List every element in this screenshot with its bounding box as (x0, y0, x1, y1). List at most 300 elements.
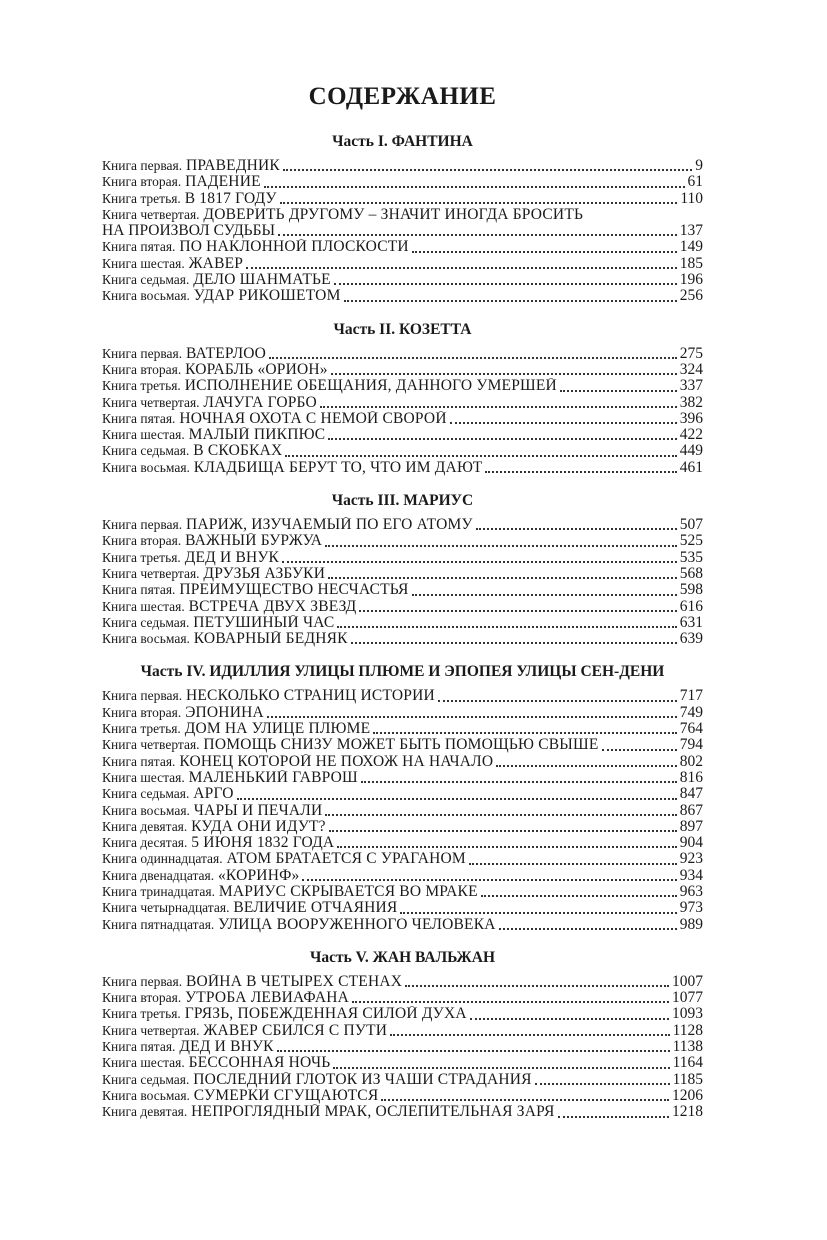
book-title: КЛАДБИЩА БЕРУТ ТО, ЧТО ИМ ДАЮТ (193, 459, 483, 476)
page-number: 989 (679, 915, 703, 933)
dot-leader (412, 250, 677, 253)
page-number: 256 (679, 287, 703, 305)
page-number: 867 (679, 801, 703, 819)
book-number: Книга четвертая. (102, 394, 200, 410)
page-number: 1206 (672, 1086, 703, 1104)
dot-leader (560, 389, 677, 392)
entry-label (102, 737, 599, 753)
page-number: 897 (679, 817, 703, 835)
book-title: ВСТРЕЧА ДВУХ ЗВЕЗД (188, 598, 357, 615)
book-title: ВЕЛИЧИЕ ОТЧАЯНИЯ (233, 900, 398, 917)
page-number: 507 (679, 516, 703, 534)
toc-entry (102, 288, 703, 304)
book-title: УЛИЦА ВООРУЖЕННОГО ЧЕЛОВЕКА (218, 916, 496, 933)
book-title: ПАДЕНИЕ (185, 174, 261, 191)
book-number: Книга первая. (102, 158, 183, 173)
book-number: Книга вторая. (102, 704, 182, 720)
toc-part (102, 948, 703, 1121)
entry-label (102, 1055, 330, 1071)
toc-entry (102, 737, 703, 753)
toc-entry (102, 362, 703, 378)
entry-label (102, 174, 261, 190)
page-number: 382 (679, 393, 703, 411)
dot-leader (237, 797, 677, 800)
page-number: 275 (679, 344, 703, 362)
page-number: 1077 (672, 989, 703, 1007)
book-number: Книга шестая. (102, 1055, 185, 1071)
page-number: 923 (679, 850, 703, 868)
dot-leader (351, 641, 677, 644)
toc-entry (102, 990, 703, 1006)
entry-label (102, 378, 557, 394)
book-number: Книга третья. (102, 378, 181, 394)
page-number: 324 (679, 360, 703, 378)
book-number: Книга двенадцатая. (102, 867, 215, 883)
entry-label (102, 517, 473, 533)
entry-continuation (102, 223, 703, 239)
dot-leader (476, 527, 677, 530)
dot-leader (344, 299, 677, 302)
page-number: 816 (679, 768, 703, 786)
toc-entry (102, 1055, 703, 1071)
dot-leader (331, 372, 677, 375)
dot-leader (499, 927, 677, 930)
book-number: Книга третья. (102, 1006, 181, 1022)
book-number: Книга седьмая. (102, 786, 190, 802)
dot-leader (469, 862, 677, 865)
book-title: ЖАВЕР (188, 255, 244, 272)
toc-entry (102, 770, 703, 786)
book-number: Книга четвертая. (102, 737, 200, 753)
toc-entry (102, 1072, 703, 1088)
page-number: 764 (679, 720, 703, 738)
book-title: 5 ИЮНЯ 1832 ГОДА (191, 835, 335, 852)
entry-label (102, 631, 348, 647)
book-title: ДОВЕРИТЬ ДРУГОМУ – ЗНАЧИТ ИНОГДА БРОСИТЬ (203, 206, 584, 223)
dot-leader (246, 266, 677, 269)
book-number: Книга вторая. (102, 533, 182, 549)
book-title: НЕПРОГЛЯДНЫЙ МРАК, ОСЛЕПИТЕЛЬНАЯ ЗАРЯ (191, 1104, 555, 1121)
dot-leader (325, 813, 676, 816)
book-title: БЕССОННАЯ НОЧЬ (188, 1055, 331, 1072)
book-number: Книга пятая. (102, 753, 176, 769)
toc-entry (102, 786, 703, 802)
toc-entry (102, 851, 703, 867)
dot-leader (328, 576, 677, 579)
entry-label (102, 851, 466, 867)
toc-entry (102, 631, 703, 647)
entry-label (102, 990, 349, 1006)
part-heading: Часть I. ФАНТИНА (332, 133, 473, 150)
toc-entry (102, 754, 703, 770)
book-title: УТРОБА ЛЕВИАФАНА (185, 990, 350, 1007)
toc-entry (102, 174, 703, 190)
entry-label (102, 362, 328, 378)
entry-label (102, 705, 264, 721)
page-number: 535 (679, 548, 703, 566)
page-number: 639 (679, 630, 703, 648)
toc-entry (102, 427, 703, 443)
entry-label (102, 582, 409, 598)
dot-leader (302, 878, 676, 881)
book-number: Книга первая. (102, 688, 183, 704)
book-title: МАРИУС СКРЫВАЕТСЯ ВО МРАКЕ (218, 883, 478, 900)
book-number: Книга третья. (102, 190, 181, 206)
book-title: ЭПОНИНА (185, 704, 264, 721)
book-number: Книга третья. (102, 721, 181, 737)
book-number: Книга вторая. (102, 361, 182, 377)
entry-label (102, 427, 325, 443)
page-number: 749 (679, 703, 703, 721)
entry-label (102, 1039, 274, 1055)
page-number: 185 (679, 254, 703, 272)
book-title: ЧАРЫ И ПЕЧАЛИ (193, 802, 323, 819)
book-title: АТОМ БРАТАЕТСЯ С УРАГАНОМ (226, 851, 466, 868)
page-number: 616 (679, 597, 703, 615)
book-number: Книга шестая. (102, 255, 185, 271)
dot-leader (381, 1098, 669, 1101)
toc-entry (102, 1039, 703, 1055)
toc-entry (102, 803, 703, 819)
entry-label (102, 158, 280, 174)
book-number: Книга первая. (102, 517, 183, 533)
page-number: 904 (679, 834, 703, 852)
dot-leader (352, 1000, 669, 1003)
entry-label (102, 770, 358, 786)
page-number: 422 (679, 426, 703, 444)
page-number: 461 (679, 458, 703, 476)
dot-leader (267, 715, 677, 718)
toc-entry (102, 191, 703, 207)
page-number: 61 (687, 173, 703, 191)
dot-leader (535, 1082, 670, 1085)
toc-entry (102, 411, 703, 427)
book-number: Книга пятая. (102, 410, 176, 426)
page-number: 717 (679, 687, 703, 705)
entry-label (102, 550, 279, 566)
toc-entry (102, 1088, 703, 1104)
page-number: 396 (679, 409, 703, 427)
dot-leader (481, 894, 677, 897)
book-number: Книга четвертая. (102, 565, 200, 581)
entry-label (102, 917, 496, 933)
book-number: Книга пятая. (102, 582, 176, 598)
dot-leader (337, 845, 676, 848)
part-heading: Часть V. ЖАН ВАЛЬЖАН (309, 948, 496, 966)
toc-entry (102, 917, 703, 933)
book-title: ВАЖНЫЙ БУРЖУА (185, 533, 323, 550)
entry-label (102, 460, 482, 476)
book-title: ЖАВЕР СБИЛСЯ С ПУТИ (203, 1022, 388, 1039)
toc-part (102, 491, 703, 647)
page-number: 1218 (672, 1103, 703, 1121)
book-number: Книга первая. (102, 973, 183, 989)
page-number: 934 (679, 866, 703, 884)
toc-entry (102, 533, 703, 549)
book-number: Книга девятая. (102, 818, 188, 834)
dot-leader (558, 1115, 670, 1118)
dot-leader (602, 748, 677, 751)
book-number: Книга пятая. (102, 1039, 176, 1055)
book-title: «КОРИНФ» (217, 867, 300, 884)
dot-leader (337, 625, 676, 628)
page-number: 1093 (672, 1005, 703, 1023)
dot-leader (285, 454, 676, 457)
page-number: 1007 (672, 972, 703, 990)
dot-leader (400, 911, 676, 914)
dot-leader (325, 544, 677, 547)
entry-label (102, 974, 402, 990)
toc-entry (102, 835, 703, 851)
toc-entry (102, 566, 703, 582)
page-number: 963 (679, 882, 703, 900)
dot-leader (405, 984, 669, 987)
page-number: 337 (679, 377, 703, 395)
page-number: 525 (679, 532, 703, 550)
dot-leader (496, 764, 677, 767)
toc-entry (102, 517, 703, 533)
dot-leader (485, 470, 676, 473)
entry-label (102, 786, 234, 802)
book-title: АРГО (193, 786, 234, 803)
page-number: 568 (679, 564, 703, 582)
book-title: ИСПОЛНЕНИЕ ОБЕЩАНИЯ, ДАННОГО УМЕРШЕЙ (184, 378, 557, 395)
entry-label (102, 1072, 532, 1088)
book-number: Книга шестая. (102, 427, 185, 443)
book-title: В 1817 ГОДУ (184, 190, 277, 207)
page-number: 9 (695, 157, 703, 174)
book-title: НЕСКОЛЬКО СТРАНИЦ ИСТОРИИ (185, 688, 435, 705)
entry-label (102, 1023, 387, 1039)
book-number: Книга шестая. (102, 769, 185, 785)
toc-entry (102, 346, 703, 362)
book-title: КОНЕЦ КОТОРОЙ НЕ ПОХОЖ НА НАЧАЛО (179, 753, 494, 770)
book-title: НОЧНАЯ ОХОТА С НЕМОЙ СВОРОЙ (179, 410, 447, 427)
page-number: 196 (679, 271, 703, 289)
toc-entry (102, 550, 703, 566)
dot-leader (283, 168, 692, 171)
toc-entry (102, 239, 703, 255)
dot-leader (278, 233, 677, 236)
entry-label (102, 566, 325, 582)
book-title: КУДА ОНИ ИДУТ? (191, 818, 326, 835)
entry-label (102, 884, 478, 900)
entry-label (102, 411, 447, 427)
dot-leader (320, 405, 677, 408)
book-number: Книга пятнадцатая. (102, 916, 215, 932)
book-number: Книга седьмая. (102, 614, 190, 630)
dot-leader (277, 1049, 670, 1052)
book-title: ГРЯЗЬ, ПОБЕЖДЕННАЯ СИЛОЙ ДУХА (184, 1006, 467, 1023)
page-number: 794 (679, 736, 703, 754)
part-heading: Часть IV. ИДИЛЛИЯ УЛИЦЫ ПЛЮМЕ И ЭПОПЕЯ УЛИЦЫ СЕН-ДЕНИ (140, 663, 665, 681)
book-number: Книга седьмая. (102, 272, 190, 288)
entry-label (102, 288, 341, 304)
entry-label (102, 1088, 378, 1104)
entry-label (102, 599, 356, 615)
dot-leader (361, 780, 677, 783)
entry-label (102, 615, 334, 631)
book-title: ПЕТУШИНЫЙ ЧАС (193, 614, 335, 631)
book-title: ДЕД И ВНУК (184, 549, 280, 566)
book-title: ДРУЗЬЯ АЗБУКИ (203, 565, 326, 582)
dot-leader (329, 829, 677, 832)
entry-label (102, 395, 317, 411)
dot-leader (334, 282, 677, 285)
toc-entry (102, 395, 703, 411)
page-number: 598 (679, 581, 703, 599)
book-number: Книга восьмая. (102, 802, 190, 818)
toc-entry (102, 615, 703, 631)
toc-entry (102, 868, 703, 884)
entry-label (102, 191, 277, 207)
book-title: ПРЕИМУЩЕСТВО НЕСЧАСТЬЯ (179, 582, 409, 599)
toc-entry (102, 256, 703, 272)
book-number: Книга седьмая. (102, 443, 190, 459)
dot-leader (373, 731, 676, 734)
book-number: Книга тринадцатая. (102, 883, 215, 899)
dot-leader (390, 1033, 669, 1036)
dot-leader (269, 356, 677, 359)
book-title: ЛАЧУГА ГОРБО (203, 394, 317, 411)
dot-leader (450, 421, 677, 424)
page-number: 847 (679, 785, 703, 803)
book-number: Книга седьмая. (102, 1071, 190, 1087)
entry-label (102, 900, 397, 916)
entry-label (102, 256, 243, 272)
book-number: Книга шестая. (102, 598, 185, 614)
entry-label (102, 443, 282, 459)
toc-entry (102, 1023, 703, 1039)
entry-label (102, 346, 266, 362)
toc-entry (102, 272, 703, 288)
toc-entry (102, 599, 703, 615)
entry-label (102, 1104, 555, 1120)
book-title: ПОМОЩЬ СНИЗУ МОЖЕТ БЫТЬ ПОМОЩЬЮ СВЫШЕ (203, 737, 599, 754)
entry-label (102, 868, 299, 884)
book-title: ПРАВЕДНИК (185, 158, 280, 174)
dot-leader (282, 560, 677, 563)
book-title: МАЛЫЙ ПИКПЮС (188, 427, 326, 444)
toc-part (102, 662, 703, 932)
toc-entry (102, 884, 703, 900)
toc-entry (102, 443, 703, 459)
toc-entry (102, 582, 703, 598)
entry-label (102, 835, 334, 851)
book-title: ДЕЛО ШАНМАТЬЕ (193, 272, 331, 289)
toc-entry (102, 1006, 703, 1022)
book-number: Книга восьмая. (102, 288, 190, 304)
book-title: ВОЙНА В ЧЕТЫРЕХ СТЕНАХ (185, 973, 403, 990)
book-number: Книга четырнадцатая. (102, 900, 230, 916)
book-number: Книга вторая. (102, 174, 182, 190)
page-number: 802 (679, 752, 703, 770)
toc-entry (102, 378, 703, 394)
page-number: 1128 (672, 1021, 703, 1039)
page-title: СОДЕРЖАНИЕ (308, 83, 497, 110)
page-number: 631 (679, 613, 703, 631)
book-title: ВАТЕРЛОО (185, 345, 267, 362)
book-number: Книга восьмая. (102, 459, 190, 475)
toc-entry (102, 460, 703, 476)
toc-entry (102, 158, 703, 174)
book-title: ДЕД И ВНУК (179, 1039, 274, 1056)
toc-entry (102, 207, 703, 240)
toc-part (102, 132, 703, 305)
book-title: ДОМ НА УЛИЦЕ ПЛЮМЕ (184, 721, 371, 738)
book-number: Книга восьмая. (102, 631, 190, 647)
toc-entry (102, 688, 703, 704)
toc-entry (102, 705, 703, 721)
book-title: ПАРИЖ, ИЗУЧАЕМЫЙ ПО ЕГО АТОМУ (185, 517, 473, 534)
dot-leader (333, 1066, 669, 1069)
toc-entry (102, 819, 703, 835)
book-title: ПО НАКЛОННОЙ ПЛОСКОСТИ (179, 239, 409, 256)
entry-label (102, 803, 322, 819)
book-title: В СКОБКАХ (193, 443, 283, 460)
toc-entry (102, 721, 703, 737)
book-number: Книга пятая. (102, 239, 176, 255)
dot-leader (438, 699, 677, 702)
part-heading: Часть II. КОЗЕТТА (333, 320, 472, 338)
page-number: 449 (679, 442, 703, 460)
page-number: 1185 (672, 1070, 703, 1088)
entry-label (102, 533, 322, 549)
dot-leader (470, 1017, 669, 1020)
dot-leader (280, 201, 678, 204)
toc-entry (102, 1104, 703, 1120)
entry-label (102, 688, 435, 704)
book-number: Книга восьмая. (102, 1087, 190, 1103)
entry-label (102, 239, 409, 255)
page-number: 137 (679, 222, 703, 240)
toc-entry (102, 900, 703, 916)
book-title: КОРАБЛЬ «ОРИОН» (185, 361, 328, 378)
entry-label (102, 721, 370, 737)
book-number: Книга девятая. (102, 1104, 188, 1120)
book-number: Книга десятая. (102, 835, 188, 851)
part-heading: Часть III. МАРИУС (331, 492, 474, 510)
dot-leader (359, 609, 676, 612)
toc-part (102, 320, 703, 476)
page-number: 973 (679, 899, 703, 917)
entry-label (102, 819, 326, 835)
entry-label (102, 1006, 467, 1022)
book-title: УДАР РИКОШЕТОМ (193, 288, 341, 305)
book-number: Книга первая. (102, 345, 183, 361)
book-title: ПОСЛЕДНИЙ ГЛОТОК ИЗ ЧАШИ СТРАДАНИЯ (193, 1071, 532, 1088)
dot-leader (412, 593, 677, 596)
book-title: КОВАРНЫЙ БЕДНЯК (193, 631, 348, 648)
book-title: СУМЕРКИ СГУЩАЮТСЯ (193, 1087, 379, 1104)
toc-parts (102, 132, 703, 1121)
entry-label (102, 207, 703, 223)
entry-label (102, 754, 493, 770)
page-number: 1164 (672, 1054, 703, 1072)
toc-entry (102, 974, 703, 990)
book-number: Книга четвертая. (102, 206, 200, 222)
dot-leader (264, 185, 685, 188)
book-title-continued: НА ПРОИЗВОЛ СУДЬБЫ (102, 223, 275, 240)
book-title: МАЛЕНЬКИЙ ГАВРОШ (188, 769, 358, 786)
book-number: Книга вторая. (102, 990, 182, 1006)
page-number: 110 (680, 189, 703, 207)
book-number: Книга третья. (102, 549, 181, 565)
book-number: Книга четвертая. (102, 1022, 200, 1038)
page-number: 149 (679, 238, 703, 256)
page-number: 1138 (672, 1038, 703, 1056)
book-number: Книга одиннадцатая. (102, 851, 223, 867)
